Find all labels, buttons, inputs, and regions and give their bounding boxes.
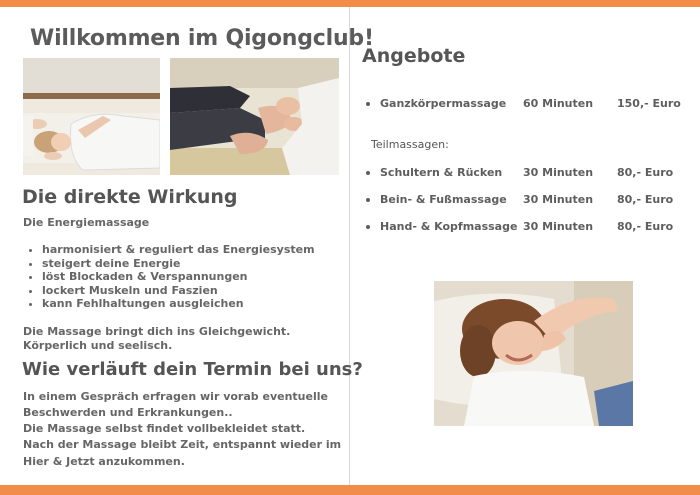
wirkung-closing-1: Die Massage bringt dich ins Gleichgewicht.	[23, 325, 291, 338]
termin-line-4: Nach der Massage bleibt Zeit, entspannt wieder im	[23, 438, 342, 451]
offer-name: Bein- & Fußmassage	[380, 193, 507, 206]
offer-price: 80,- Euro	[617, 166, 674, 179]
termin-line-2: Beschwerden und Erkrankungen..	[23, 406, 233, 419]
termin-line-1: In einem Gespräch erfragen wir vorab eventuelle	[23, 390, 328, 403]
wirkung-heading: Die direkte Wirkung	[22, 186, 238, 208]
offer-price: 150,- Euro	[617, 97, 681, 110]
massage-photo-lying	[23, 58, 160, 175]
offer-duration: 30 Minuten	[523, 166, 594, 179]
termin-heading: Wie verläuft dein Termin bei uns?	[22, 359, 363, 380]
list-item: • löst Blockaden & Verspannungen	[42, 270, 315, 284]
offer-price: 80,- Euro	[617, 220, 674, 233]
bullet-dot	[366, 171, 370, 175]
massage-photo-feet	[170, 58, 339, 175]
bullet-dot	[366, 198, 370, 202]
offer-duration: 30 Minuten	[523, 220, 594, 233]
wirkung-closing-2: Körperlich und seelisch.	[23, 339, 173, 352]
page-fold-line	[349, 7, 350, 485]
termin-line-3: Die Massage selbst findet vollbekleidet statt.	[23, 422, 306, 435]
top-accent-bar	[0, 0, 700, 7]
list-item: • lockert Muskeln und Faszien	[42, 284, 315, 298]
bottom-accent-bar	[0, 485, 700, 495]
angebote-heading: Angebote	[362, 45, 466, 67]
offer-price: 80,- Euro	[617, 193, 674, 206]
termin-line-5: Hier & Jetzt anzukommen.	[23, 455, 185, 468]
smiling-woman-photo	[434, 281, 633, 426]
bullet-dot	[366, 102, 370, 106]
list-item: • kann Fehlhaltungen ausgleichen	[42, 297, 315, 311]
page-title: Willkommen im Qigongclub!	[30, 26, 374, 51]
offer-name: Ganzkörpermassage	[380, 97, 507, 110]
offer-name: Schultern & Rücken	[380, 166, 503, 179]
offer-duration: 30 Minuten	[523, 193, 594, 206]
list-item: • steigert deine Energie	[42, 257, 315, 271]
list-item: • harmonisiert & reguliert das Energiesystem	[42, 243, 315, 257]
partial-label: Teilmassagen:	[371, 138, 449, 151]
offer-duration: 60 Minuten	[523, 97, 594, 110]
wirkung-bullet-list	[28, 243, 315, 311]
offer-name: Hand- & Kopfmassage	[380, 220, 518, 233]
bullet-dot	[366, 225, 370, 229]
wirkung-subheading: Die Energiemassage	[23, 216, 150, 229]
